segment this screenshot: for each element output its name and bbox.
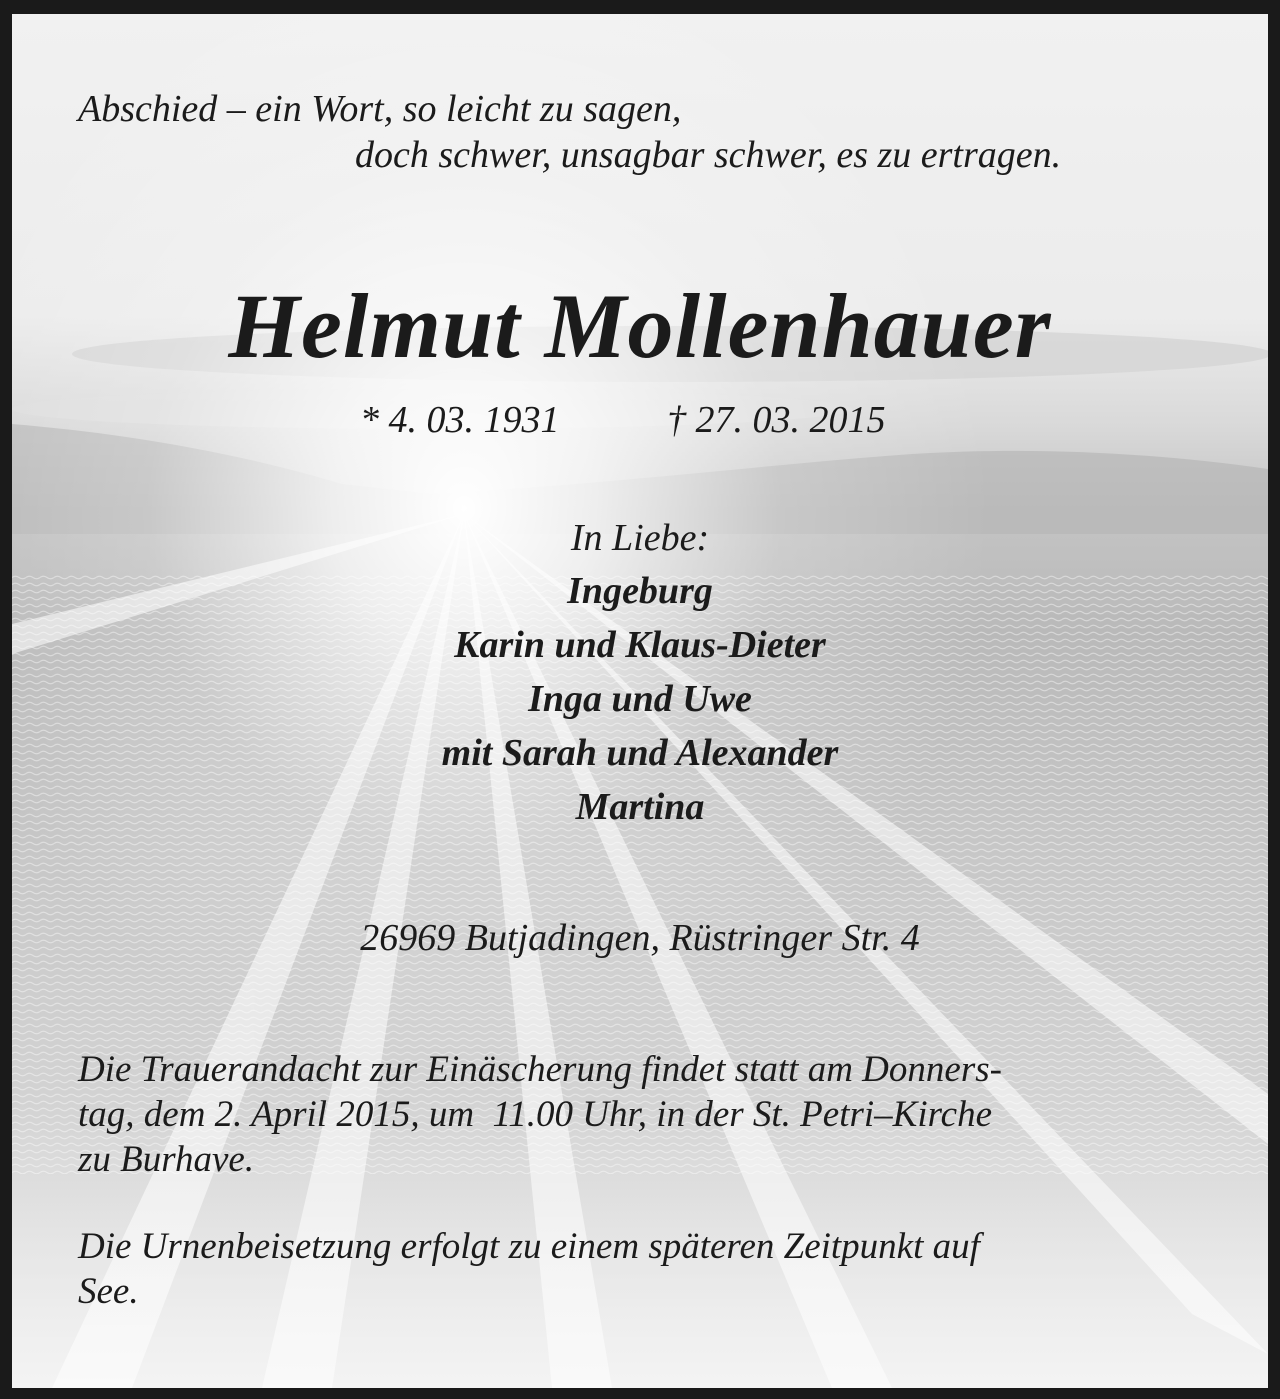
deceased-name: Helmut Mollenhauer xyxy=(228,275,1052,377)
mourners-intro: In Liebe: xyxy=(570,517,710,559)
ceremony-line-3: zu Burhave. xyxy=(78,1139,255,1180)
ceremony-line-2: tag, dem 2. April 2015, um 11.00 Uhr, in der St. Petri–Kirche xyxy=(78,1094,992,1135)
mourner-name: Karin und Klaus-Dieter xyxy=(454,624,826,666)
death-date: † 27. 03. 2015 xyxy=(667,399,886,441)
mourner-name: Martina xyxy=(575,786,705,828)
obituary-card xyxy=(12,14,1268,1388)
mourner-name: Ingeburg xyxy=(567,570,713,612)
ceremony-line-1: Die Trauerandacht zur Einäscherung findet statt am Donners- xyxy=(78,1049,1002,1090)
mourner-name: Inga und Uwe xyxy=(528,678,752,720)
mourner-name: mit Sarah und Alexander xyxy=(441,732,839,774)
burial-line-1: Die Urnenbeisetzung erfolgt zu einem späteren Zeitpunkt auf xyxy=(78,1226,980,1267)
verse-line-1: Abschied – ein Wort, so leicht zu sagen, xyxy=(78,88,682,130)
birth-date: * 4. 03. 1931 xyxy=(360,399,560,441)
family-address: 26969 Butjadingen, Rüstringer Str. 4 xyxy=(360,917,920,959)
burial-line-2: See. xyxy=(78,1271,139,1312)
verse-line-2: doch schwer, unsagbar schwer, es zu ertragen. xyxy=(355,134,1062,176)
